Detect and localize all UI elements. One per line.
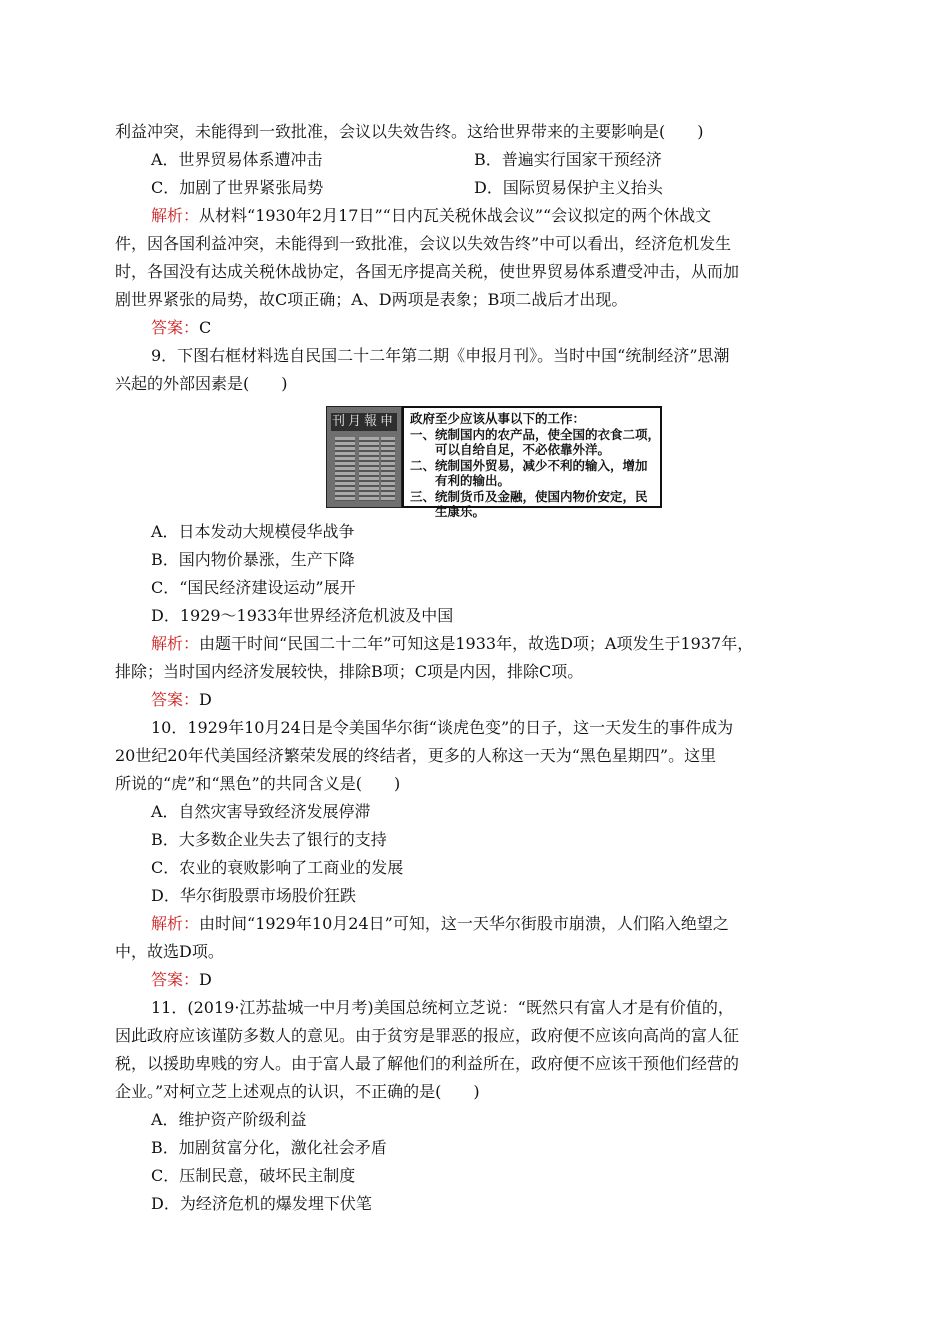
- quote-line: 二、统制国外贸易，减少不利的输入，增加: [410, 457, 648, 473]
- q11-option-c: C．压制民意，破坏民主制度: [151, 1166, 356, 1185]
- q9-option-d: D．1929～1933年世界经济危机波及中国: [151, 606, 454, 625]
- q8-options-row-2: [0, 178, 950, 198]
- quote-line: 一、统制国内的农产品，使全国的衣食二项，: [410, 426, 661, 442]
- q8-options-row-1: [0, 150, 950, 170]
- quote-line: 生康乐。: [410, 504, 486, 519]
- quote-line: 可以自给自足，不必依靠外洋。: [410, 442, 611, 457]
- answer-label: 答案：: [151, 970, 200, 989]
- q8-analysis-line-2: 件，因各国利益冲突，未能得到一致批准，会议以失效告终”中可以看出，经济危机发生: [115, 234, 732, 253]
- q9-answer: 答案：D: [151, 690, 212, 709]
- q10-option-d: D．华尔街股票市场股价狂跌: [151, 886, 356, 905]
- q8-analysis-line-3: 时，各国没有达成关税休战协定，各国无序提高关税，使世界贸易体系遭受冲击，从而加: [115, 262, 740, 281]
- quote-line: 政府至少应该从事以下的工作：: [410, 411, 586, 426]
- q11-stem-line-4: 企业。”对柯立芝上述观点的认识，不正确的是( ): [115, 1082, 480, 1101]
- q9-stem-line-1: 9．下图右框材料选自民国二十二年第二期《申报月刊》。当时中国“统制经济”思潮: [151, 346, 730, 365]
- newspaper-masthead: 刊月報申: [331, 414, 396, 429]
- q8-option-b: B．普遍实行国家干预经济: [474, 150, 662, 169]
- q9-option-b: B．国内物价暴涨，生产下降: [151, 550, 355, 569]
- newspaper-column: [381, 437, 395, 501]
- q11-option-b: B．加剧贫富分化，激化社会矛盾: [151, 1138, 387, 1157]
- q10-option-b: B．大多数企业失去了银行的支持: [151, 830, 387, 849]
- newspaper-column: [335, 437, 355, 501]
- q8-analysis-line-4: 剧世界紧张的局势，故C项正确；A、D两项是表象；B项二战后才出现。: [115, 290, 628, 309]
- q10-stem-line-1: 10．1929年10月24日是令美国华尔街“谈虎色变”的日子，这一天发生的事件成为: [151, 718, 734, 737]
- answer-label: 答案：: [151, 690, 200, 709]
- analysis-label: 解析：: [151, 914, 200, 933]
- q11-stem-line-2: 因此政府应该谨防多数人的意见。由于贫穷是罪恶的报应，政府便不应该向高尚的富人征: [115, 1026, 740, 1045]
- q10-analysis-line-2: 中，故选D项。: [115, 942, 224, 961]
- q10-stem-line-3: 所说的“虎”和“黑色”的共同含义是( ): [115, 774, 401, 793]
- quote-line: 有利的输出。: [410, 473, 511, 488]
- q9-analysis-line-1: 解析：由题干时间“民国二十二年”可知这是1933年，故选D项；A项发生于1937年，: [151, 634, 754, 653]
- q9-stem-line-2: 兴起的外部因素是( ): [115, 374, 288, 393]
- q9-option-c: C．“国民经济建设运动”展开: [151, 578, 356, 597]
- answer-label: 答案：: [151, 318, 200, 337]
- q11-option-a: A．维护资产阶级利益: [151, 1110, 307, 1129]
- q9-option-a: A．日本发动大规模侵华战争: [151, 522, 355, 541]
- q11-stem-line-1: 11．(2019·江苏盐城一中月考)美国总统柯立芝说：“既然只有富人才是有价值的，: [151, 998, 734, 1017]
- newspaper-photo: [326, 406, 402, 508]
- quote-box: [402, 406, 662, 519]
- quote-line: 三、统制货币及金融，使国内物价安定，民: [410, 488, 648, 504]
- q9-figure: [326, 406, 662, 519]
- q8-stem-tail: 利益冲突，未能得到一致批准，会议以失效告终。这给世界带来的主要影响是( ): [115, 122, 704, 141]
- q8-analysis-line-1: 解析：从材料“1930年2月17日”“日内瓦关税休战会议”“会议拟定的两个休战文: [151, 206, 712, 225]
- q10-option-c: C．农业的衰败影响了工商业的发展: [151, 858, 404, 877]
- analysis-label: 解析：: [151, 206, 200, 225]
- q10-answer: 答案：D: [151, 970, 212, 989]
- q11-stem-line-3: 税，以援助卑贱的穷人。由于富人最了解他们的利益所在，政府便不应该干预他们经营的: [115, 1054, 740, 1073]
- q10-analysis-line-1: 解析：由时间“1929年10月24日”可知，这一天华尔街股市崩溃，人们陷入绝望之: [151, 914, 729, 933]
- q8-option-c: C．加剧了世界紧张局势: [151, 178, 324, 197]
- q9-analysis-line-2: 排除；当时国内经济发展较快，排除B项；C项是内因，排除C项。: [115, 662, 584, 681]
- q10-stem-line-2: 20世纪20年代美国经济繁荣发展的终结者，更多的人称这一天为“黑色星期四”。这里: [115, 746, 717, 765]
- newspaper-column: [359, 437, 379, 501]
- q8-answer: 答案：C: [151, 318, 212, 337]
- q10-option-a: A．自然灾害导致经济发展停滞: [151, 802, 371, 821]
- q11-option-d: D．为经济危机的爆发埋下伏笔: [151, 1194, 372, 1213]
- q8-option-a: A．世界贸易体系遭冲击: [151, 150, 323, 169]
- q8-option-d: D．国际贸易保护主义抬头: [474, 178, 663, 197]
- analysis-label: 解析：: [151, 634, 200, 653]
